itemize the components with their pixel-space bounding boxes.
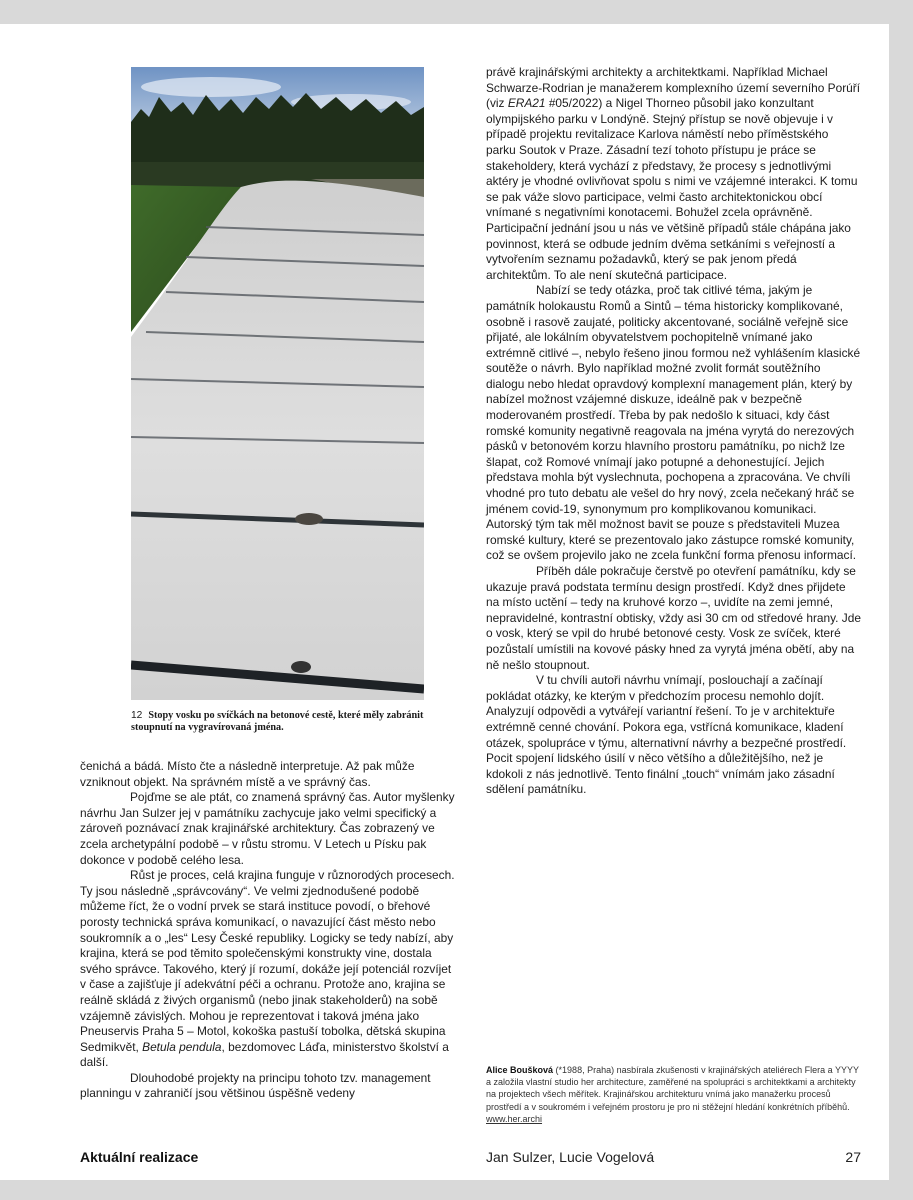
page-number: 27 xyxy=(845,1149,861,1165)
paragraph-text: Růst je proces, celá krajina funguje v různorodých procesech. Ty jsou následně „správcovány“. Ve velmi zjednodušené podobě můžeme říct, že o vodní prvek se stará instituce povodí, o břehové porosty technická správa komunikací, o navazující část město nebo soukromník a o „les“ Lesy České republiky. Logicky se tedy nabízí, aby krajina, která se pod těmito společenskými konstrukty vine, dostala svého správce. Takového, který jí rozumí, dokáže její potenciál rozvíjet v čase a zajišťuje jí adekvátní péči a ochranu. Protože ano, krajina se reálně skládá z živých organismů (nebo jinak stakeholderů) na sobě vzájemně závislých. Mohou je reprezentovat i taková jména jako Pneuservis Praha 5 – Motol, kokoška pastuší tobolka, dětská skupina Sedmikvět, xyxy=(80,868,455,1054)
paragraph-text-end: #05/2022) a Nigel Thorneo působil jako konzultant olympijského parku v Londýně. Stejný přístup se nově objevuje i v případě projektu revitalizace Karlova náměstí nebo příměstského parku Soutok v Praze. Zásadní tezí tohoto přístupu je práce se stakeholdery, která vychází z představy, že procesy s jednotlivými aktéry je vhodné ovlivňovat spolu s nimi ve vzájemné interakci. K tomu se pak váže slovo participace, velmi často architektonickou obcí vnímané s negativními konotacemi. Bohužel zcela oprávněně. Participační jednání jsou u nás ve většině případů stále chápána jako povinnost, která se odbude jedním dvěma setkáními s veřejností a vytvořením seznamu požadavků, který se pak jenom předá architektům. To ale není skutečná participace. xyxy=(486,96,858,282)
magazine-name: ERA21 xyxy=(507,96,546,111)
latin-name: Betula pendula xyxy=(142,1039,222,1054)
paragraph xyxy=(80,868,460,1071)
paragraph: Dlouhodobé projekty na principu tohoto tzv. management planningu v zahraničí jsou většinou úspěšně vedeny xyxy=(80,1070,431,1101)
footer-authors: Jan Sulzer, Lucie Vogelová xyxy=(486,1149,655,1165)
author-bio-text: (*1988, Praha) nasbírala zkušenosti v krajinářských ateliérech Flera a YYYY a založila vlastní studio her architecture, zaměřené na spolupráci s architektkami a architekty na projektech všech měřítek. Krajinářskou architekturu vnímá jako manažerku procesů prostředí a v soukromém i veřejném prostoru je pro ni stěžejní hledání konkrétních příběhů. xyxy=(486,1065,859,1112)
author-website-link[interactable]: www.her.archi xyxy=(486,1113,543,1124)
author-bio xyxy=(486,1064,861,1125)
figure-caption xyxy=(131,710,431,734)
paragraph-text-end: , bezdomovec Láďa, ministerstvo školství a další. xyxy=(80,1039,449,1070)
paragraph-text: právě krajinářskými architekty a architektkami. Například Michael Schwarze-Rodrian je manažerem komplexního území severního Porúří (viz xyxy=(486,65,861,111)
paragraph: Příběh dále pokračuje čerstvě po otevření památníku, kdy se ukazuje pravá podstata termínu design prostředí. Když dnes přijdete na místo uctění – tedy na kruhové korzo –, uvidíte na zemi jemné, nepravidelné, kontrastní obtisky, vždy asi 30 cm od středové hrany. Jde o vosk, který se vpil do hrubé betonové cesty. Vosk ze svíček, které pozůstalí umístili na kovové pásky hned za vyrytá jména obětí, aby na ně nešlo stoupnout. xyxy=(486,564,861,672)
figure-caption-text: Stopy vosku po svíčkách na betonové cestě, které měly zabránit stoupnutí na vygravírovaná jména. xyxy=(131,710,424,733)
text-column-left xyxy=(80,759,460,1102)
paragraph xyxy=(486,65,861,283)
footer-section: Aktuální realizace xyxy=(80,1149,199,1165)
paragraph: V tu chvíli autoři návrhu vnímají, poslouchají a začínají pokládat otázky, ke kterým v předchozím procesu nemohlo dojít. Analyzují odpovědi a vytvářejí variantní řešení. To je v architektuře extrémně cenné chování. Pokora ega, vstřícná komunikace, kladení otázek, spolupráce v týmu, alternativní návrhy a bezpečné prostředí. Pocit spojení lidského úsilí v něco většího a důležitějšího, než je kdokoli z nás jednotlivě. Tento finální „touch“ vnímám jako zásadní sdělení památníku. xyxy=(486,673,847,797)
photo-concrete-path xyxy=(131,67,424,700)
figure-number: 12 xyxy=(131,710,143,721)
concrete-path-image xyxy=(131,67,424,700)
paragraph: Pojďme se ale ptát, co znamená správný čas. Autor myšlenky návrhu Jan Sulzer jej v památníku zachycuje jako velmi specifický a zároveň poznávací znak krajinářské architektury. Čas zobrazený ve zcela archetypální podobě – v růstu stromu. V Letech u Písku pak dokonce v podobě celého lesa. xyxy=(80,790,455,867)
author-name: Alice Boušková xyxy=(486,1065,554,1075)
paragraph: čenichá a bádá. Místo čte a následně interpretuje. Až pak může vzniknout objekt. Na správném místě a ve správný čas. xyxy=(80,759,415,789)
paragraph: Nabízí se tedy otázka, proč tak citlivé téma, jakým je památník holokaustu Romů a Sintů – téma historicky komplikované, osobně i rasově zaujaté, politicky akcentované, sociálně veřejně sice přijaté, ale lokálním obyvatelstvem pochopitelně vnímané jako extrémně citlivé –, nebylo řešeno jinou formou než vyhlášením klasické soutěže o návrh. Bylo například možné zvolit formát soutěžního dialogu nebo hledat opravdový komplexní management plán, který by nabízel možnost vzájemné diskuze, ideálně pak v bezpečně moderovaném prostředí. Třeba by pak nedošlo k situaci, kdy část romské komunity negativně reagovala na jména vyrytá do nerezových pásků v betonovém korzu hlavního prostoru památníku, po nichž lze šlapat, což Romové vnímají jako potupné a dehonestující. Jejich představa mohla být vyslechnuta, pochopena a zpracována. Ve chvíli vhodné pro tuto debatu ale vešel do hry nový, zcela nečekaný hráč se jménem covid-19, synonymum pro komplikovanou komunikaci. Autorský tým tak měl možnost bavit se pouze s představiteli Muzea romské kultury, které se prezentovalo jako zástupce romské komunity, což se ovšem projevilo jako ne zcela funkční forma přenosu informací. xyxy=(486,283,861,563)
text-column-right xyxy=(486,65,861,798)
magazine-page xyxy=(0,24,889,1180)
